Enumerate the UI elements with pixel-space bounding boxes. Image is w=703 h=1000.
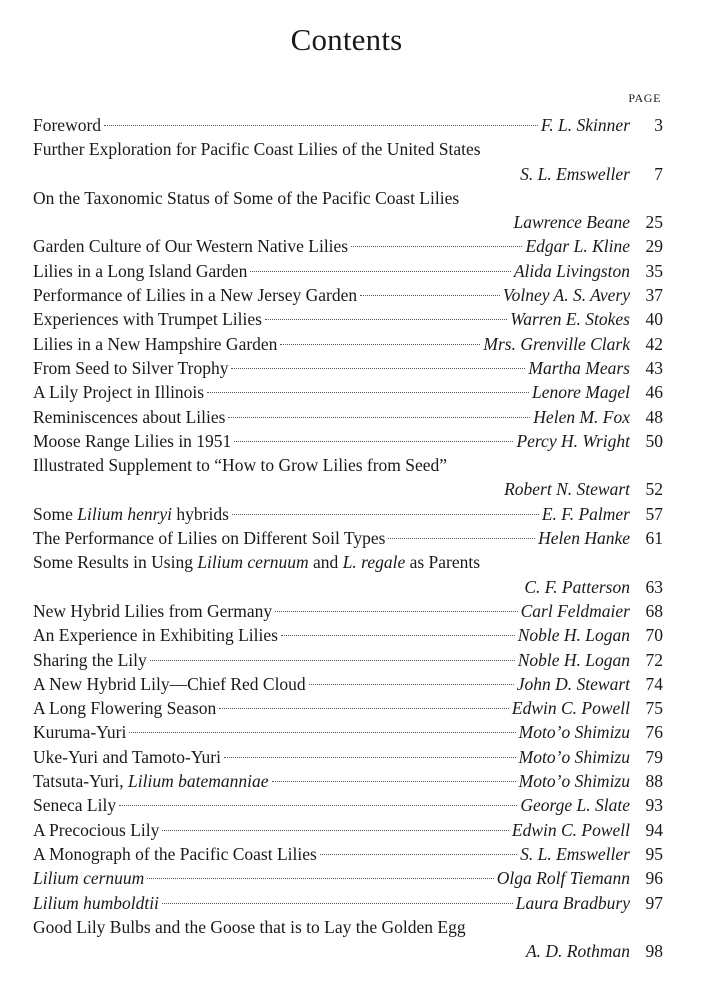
toc-entry[interactable] [33,623,663,647]
entry-page-number: 35 [645,260,663,281]
entry-author: John D. Stewart [516,673,630,694]
toc-entry[interactable] [33,332,663,356]
entry-title [33,502,229,526]
toc-entry[interactable] [33,648,663,672]
entry-byline [33,477,663,501]
entry-title: Kuruma-Yuri [33,722,127,743]
entry-page-number: 50 [645,430,663,451]
dot-leader [280,344,480,345]
entry-author: Robert N. Stewart [504,479,630,500]
toc-entry[interactable] [33,550,663,599]
entry-title: The Performance of Lilies on Different Soil Types [33,528,386,549]
entry-author: Edwin C. Powell [511,819,630,840]
toc-entry[interactable] [33,356,663,380]
dot-leader [281,635,515,636]
entry-author: George L. Slate [520,795,630,816]
entry-title: Garden Culture of Our Western Native Lilies [33,236,349,257]
entry-author: F. L. Skinner [540,115,630,135]
dot-leader [272,781,516,782]
entry-author: Volney A. S. Avery [502,285,630,306]
entry-title [33,866,144,890]
dot-leader [234,441,513,442]
toc-entry[interactable] [33,599,663,623]
entry-title-part: L. regale [342,552,406,573]
toc-entry[interactable] [33,720,663,744]
entry-page-number: 46 [645,382,663,403]
toc-entry[interactable] [33,745,663,769]
entry-title-part: Some [33,503,78,524]
entry-author: Warren E. Stokes [510,309,630,330]
entry-title: A Monograph of the Pacific Coast Lilies [33,843,317,864]
entry-title-part: Some Results in Using [33,552,198,573]
dot-leader [162,903,513,904]
toc-entry[interactable] [33,842,663,866]
dot-leader [231,368,525,369]
entry-title [33,769,269,793]
entry-author: Mrs. Grenville Clark [483,333,630,354]
entry-title-part: Lilium humboldtii [33,892,159,913]
entry-byline [33,575,663,599]
entry-title: Good Lily Bulbs and the Goose that is to Lay the Golden Egg [33,916,466,937]
entry-author: S. L. Emsweller [520,843,630,864]
entry-page-number: 96 [645,868,663,889]
entry-author: Moto’o Shimizu [518,722,630,743]
entry-title-part: Tatsuta-Yuri, [33,771,129,792]
entry-title: A Lily Project in Illinois [33,382,205,403]
toc-entry[interactable] [33,818,663,842]
entry-byline [33,162,663,186]
entry-author: Helen Hanke [538,528,630,549]
entry-author: Carl Feldmaier [520,600,630,621]
table-of-contents [33,113,663,963]
entry-title-part: hybrids [172,503,229,524]
entry-page-number: 68 [645,600,663,621]
dot-leader [309,684,514,685]
toc-entry[interactable] [33,405,663,429]
dot-leader [250,271,510,272]
dot-leader [228,417,530,418]
dot-leader [147,878,493,879]
entry-author: C. F. Patterson [524,576,630,597]
toc-entry[interactable] [33,186,663,235]
entry-page-number: 75 [645,698,663,719]
entry-page-number: 40 [645,309,663,330]
dot-leader [129,732,515,733]
entry-title: Performance of Lilies in a New Jersey Garden [33,285,358,306]
entry-page-number: 98 [645,941,663,962]
dot-leader [232,514,539,515]
entry-title: An Experience in Exhibiting Lilies [33,625,278,646]
entry-title: Further Exploration for Pacific Coast Lilies of the United States [33,139,481,160]
dot-leader [351,246,522,247]
entry-author: Moto’o Shimizu [518,771,630,792]
entry-page-number: 3 [654,115,663,135]
entry-author: Edgar L. Kline [525,236,630,257]
toc-entry[interactable] [33,234,663,258]
entry-page-number: 25 [645,212,663,233]
toc-entry[interactable] [33,891,663,915]
entry-page-number: 93 [645,795,663,816]
page-column-header: PAGE [628,91,661,105]
entry-page-number: 52 [645,479,663,500]
entry-title [33,891,159,915]
entry-page-number: 29 [645,236,663,257]
entry-page-number: 48 [645,406,663,427]
entry-page-number: 94 [645,819,663,840]
dot-leader [265,319,507,320]
toc-entry[interactable] [33,502,663,526]
entry-title: Foreword [33,115,102,135]
entry-title-part: Lilium cernuum [33,868,145,889]
entry-page-number: 63 [645,576,663,597]
entry-title: A New Hybrid Lily—Chief Red Cloud [33,673,306,694]
dot-leader [104,125,538,126]
entry-title-part: as Parents [405,552,481,573]
entry-page-number: 88 [645,771,663,792]
entry-title-part: Lilium batemanniae [128,771,269,792]
page-title: Contents [290,22,403,57]
entry-author: Lenore Magel [531,382,630,403]
entry-page-number: 74 [645,673,663,694]
toc-entry[interactable] [33,793,663,817]
dot-leader [388,538,535,539]
dot-leader [207,392,529,393]
entry-title: A Long Flowering Season [33,698,217,719]
entry-byline [33,210,663,234]
entry-author: Percy H. Wright [516,430,630,451]
entry-page-number: 43 [645,357,663,378]
entry-author: Edwin C. Powell [511,698,630,719]
entry-page-number: 61 [645,528,663,549]
entry-page-number: 72 [645,649,663,670]
entry-author: Martha Mears [528,357,630,378]
entry-author: Noble H. Logan [517,649,630,670]
toc-entry[interactable] [33,307,663,331]
toc-entry[interactable] [33,283,663,307]
entry-title-part: Lilium henryi [77,503,173,524]
toc-entry[interactable] [33,866,663,890]
toc-entry[interactable] [33,113,663,137]
entry-title: Uke-Yuri and Tamoto-Yuri [33,746,221,767]
entry-page-number: 57 [645,503,663,524]
dot-leader [219,708,509,709]
entry-page-number: 70 [645,625,663,646]
entry-title: A Precocious Lily [33,819,160,840]
entry-author: Alida Livingston [513,260,630,281]
entry-title: Reminiscences about Lilies [33,406,226,427]
entry-title: Lilies in a Long Island Garden [33,260,248,281]
entry-title: Sharing the Lily [33,649,147,670]
entry-author: Laura Bradbury [515,892,630,913]
toc-entry[interactable] [33,429,663,453]
toc-entry[interactable] [33,769,663,793]
toc-entry[interactable] [33,259,663,283]
entry-title [33,550,663,574]
toc-entry[interactable] [33,526,663,550]
entry-page-number: 95 [645,843,663,864]
toc-entry[interactable] [33,137,663,186]
entry-byline [33,939,663,963]
entry-title: Seneca Lily [33,795,117,816]
entry-author: Helen M. Fox [533,406,630,427]
entry-page-number: 42 [645,333,663,354]
toc-entry[interactable] [33,915,663,964]
toc-entry[interactable] [33,696,663,720]
entry-author: Moto’o Shimizu [518,746,630,767]
entry-title: On the Taxonomic Status of Some of the Pacific Coast Lilies [33,187,460,208]
entry-title: From Seed to Silver Trophy [33,357,229,378]
toc-entry[interactable] [33,380,663,404]
entry-author: S. L. Emsweller [520,163,630,184]
entry-author: Olga Rolf Tiemann [496,868,630,889]
entry-page-number: 37 [645,285,663,306]
entry-page-number: 97 [645,892,663,913]
entry-title-part: Lilium cernuum [197,552,309,573]
entry-title: New Hybrid Lilies from Germany [33,600,273,621]
dot-leader [150,660,515,661]
entry-title: Experiences with Trumpet Lilies [33,309,262,330]
entry-page-number: 7 [654,163,663,184]
dot-leader [162,830,509,831]
entry-author: Noble H. Logan [517,625,630,646]
entry-author: A. D. Rothman [525,941,630,962]
entry-author: Lawrence Beane [513,212,630,233]
dot-leader [224,757,516,758]
entry-author: E. F. Palmer [541,503,630,524]
toc-entry[interactable] [33,672,663,696]
toc-entry[interactable] [33,453,663,502]
dot-leader [275,611,518,612]
entry-title: Illustrated Supplement to “How to Grow Lilies from Seed” [33,455,448,476]
entry-title-part: and [308,552,343,573]
dot-leader [119,805,517,806]
entry-page-number: 76 [645,722,663,743]
entry-title: Lilies in a New Hampshire Garden [33,333,278,354]
entry-page-number: 79 [645,746,663,767]
dot-leader [360,295,500,296]
entry-title: Moose Range Lilies in 1951 [33,430,232,451]
dot-leader [320,854,517,855]
